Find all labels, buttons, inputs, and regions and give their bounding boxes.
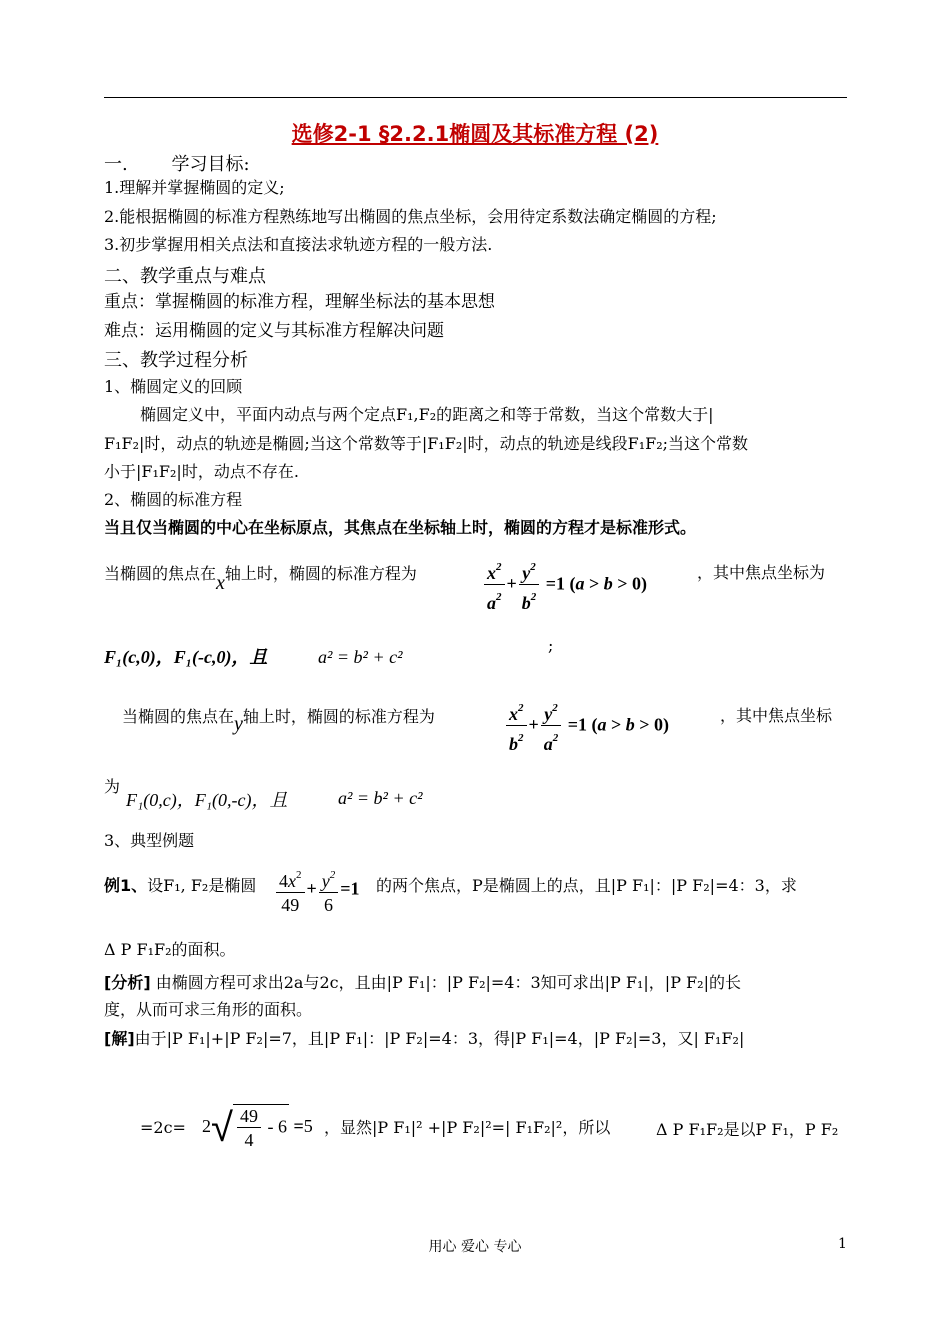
example-text-2: 的两个焦点，P是椭圆上的点，且|P F₁|：|P F₂|=4：3，求	[376, 876, 797, 895]
yaxis-relation: a² = b² + c²	[338, 788, 423, 808]
bold-statement: 当且仅当椭圆的中心在坐标原点，其焦点在坐标轴上时，椭圆的方程才是标准形式。	[104, 518, 697, 537]
equation-y-ellipse: $\frac{x^2}{b^2}$ + $\frac{y^2}{a^2}$ =1 (a > b > 0)	[504, 697, 669, 756]
key-point: 重点：掌握椭圆的标准方程，理解坐标法的基本思想	[104, 292, 495, 312]
header-rule	[104, 97, 847, 98]
goal-item: 3.初步掌握用相关点法和直接法求轨迹方程的一般方法.	[104, 235, 493, 254]
var-y: y	[234, 713, 243, 735]
yaxis-pre: 当椭圆的焦点在	[122, 707, 235, 726]
goal-item: 2.能根据椭圆的标准方程熟练地写出椭圆的焦点坐标，会用待定系数法确定椭圆的方程;	[104, 207, 717, 226]
section-number: 一.	[104, 154, 128, 175]
equation-x-ellipse: $\frac{x^2}{a^2}$ + $\frac{y^2}{b^2}$ =1 (a > b > 0)	[482, 556, 647, 615]
xaxis-mid: 轴上时，椭圆的标准方程为	[224, 564, 417, 583]
goal-item: 1.理解并掌握椭圆的定义;	[104, 178, 285, 197]
solution-label: [解]	[104, 1029, 135, 1048]
solution-sqrt-expression: 2√ $\frac{49}{4}$ - 6 =5	[202, 1105, 313, 1151]
definition-line: 小于|F₁F₂|时，动点不存在.	[104, 462, 299, 481]
xaxis-foci: F₁(c,0)，F₁(-c,0)，且	[104, 647, 268, 667]
section-heading-process: 三、教学过程分析	[104, 350, 248, 371]
solution-triangle: Δ P F₁F₂是以P F₁，P F₂	[656, 1120, 839, 1139]
analysis-label: [分析]	[104, 973, 151, 992]
yaxis-wei: 为	[104, 777, 121, 796]
analysis-text: 由椭圆方程可求出2a与2c，且由|P F₁|：|P F₂|=4：3知可求出|P F₁|，|P F₂|的长	[155, 973, 741, 992]
example-line-2: Δ P F₁F₂的面积。	[104, 940, 236, 959]
analysis-line-1	[104, 973, 741, 993]
example-ellipse-equation: $\frac{4x^2}{49}$ + $\frac{y^2}{6}$ =1	[274, 864, 360, 917]
subheading-standard-equation: 2、椭圆的标准方程	[104, 490, 243, 509]
xaxis-relation: a² = b² + c²	[318, 647, 403, 667]
example-label: 例1、	[104, 876, 148, 895]
difficulty: 难点：运用椭圆的定义与其标准方程解决问题	[104, 321, 444, 341]
yaxis-line	[122, 706, 435, 735]
subheading-definition: 1、椭圆定义的回顾	[104, 377, 243, 396]
yaxis-mid: 轴上时，椭圆的标准方程为	[242, 707, 435, 726]
page-number: 1	[838, 1236, 847, 1252]
section-title: 学习目标:	[171, 154, 250, 175]
definition-line: 椭圆定义中，平面内动点与两个定点F₁,F₂的距离之和等于常数，当这个常数大于|	[140, 405, 714, 424]
subheading-examples: 3、典型例题	[104, 831, 195, 850]
xaxis-semicolon: ;	[548, 636, 554, 655]
page-footer: 用心 爱心 专心	[428, 1239, 522, 1255]
xaxis-post: ，其中焦点坐标为	[697, 563, 826, 582]
xaxis-pre: 当椭圆的焦点在	[104, 564, 217, 583]
yaxis-post: ，其中焦点坐标	[720, 706, 833, 725]
section-heading-goals	[104, 150, 250, 176]
xaxis-line	[104, 563, 417, 594]
solution-eq-pre: =2c=	[140, 1118, 186, 1137]
var-x: x	[216, 572, 225, 594]
example-text-1: 设F₁, F₂是椭圆	[147, 876, 257, 895]
solution-eq-post: ，显然|P F₁|² +|P F₂|²=| F₁F₂|²，所以	[324, 1118, 611, 1137]
definition-line: F₁F₂|时，动点的轨迹是椭圆;当这个常数等于|F₁F₂|时，动点的轨迹是线段F₁F₂;当这个常数	[104, 434, 749, 453]
analysis-line-2: 度，从而可求三角形的面积。	[104, 1000, 313, 1019]
example-line-1	[104, 876, 256, 896]
solution-text: 由于|P F₁|+|P F₂|=7，且|P F₁|：|P F₂|=4：3，得|P F₁|=4，|P F₂|=3，又| F₁F₂|	[134, 1029, 745, 1048]
page-title: 选修2-1 §2.2.1椭圆及其标准方程 (2)	[291, 122, 659, 146]
section-heading-keypoints: 二、教学重点与难点	[104, 266, 266, 287]
solution-line-1	[104, 1029, 744, 1049]
yaxis-foci: F₁(0,c)，F₁(0,-c)，且	[126, 790, 288, 810]
